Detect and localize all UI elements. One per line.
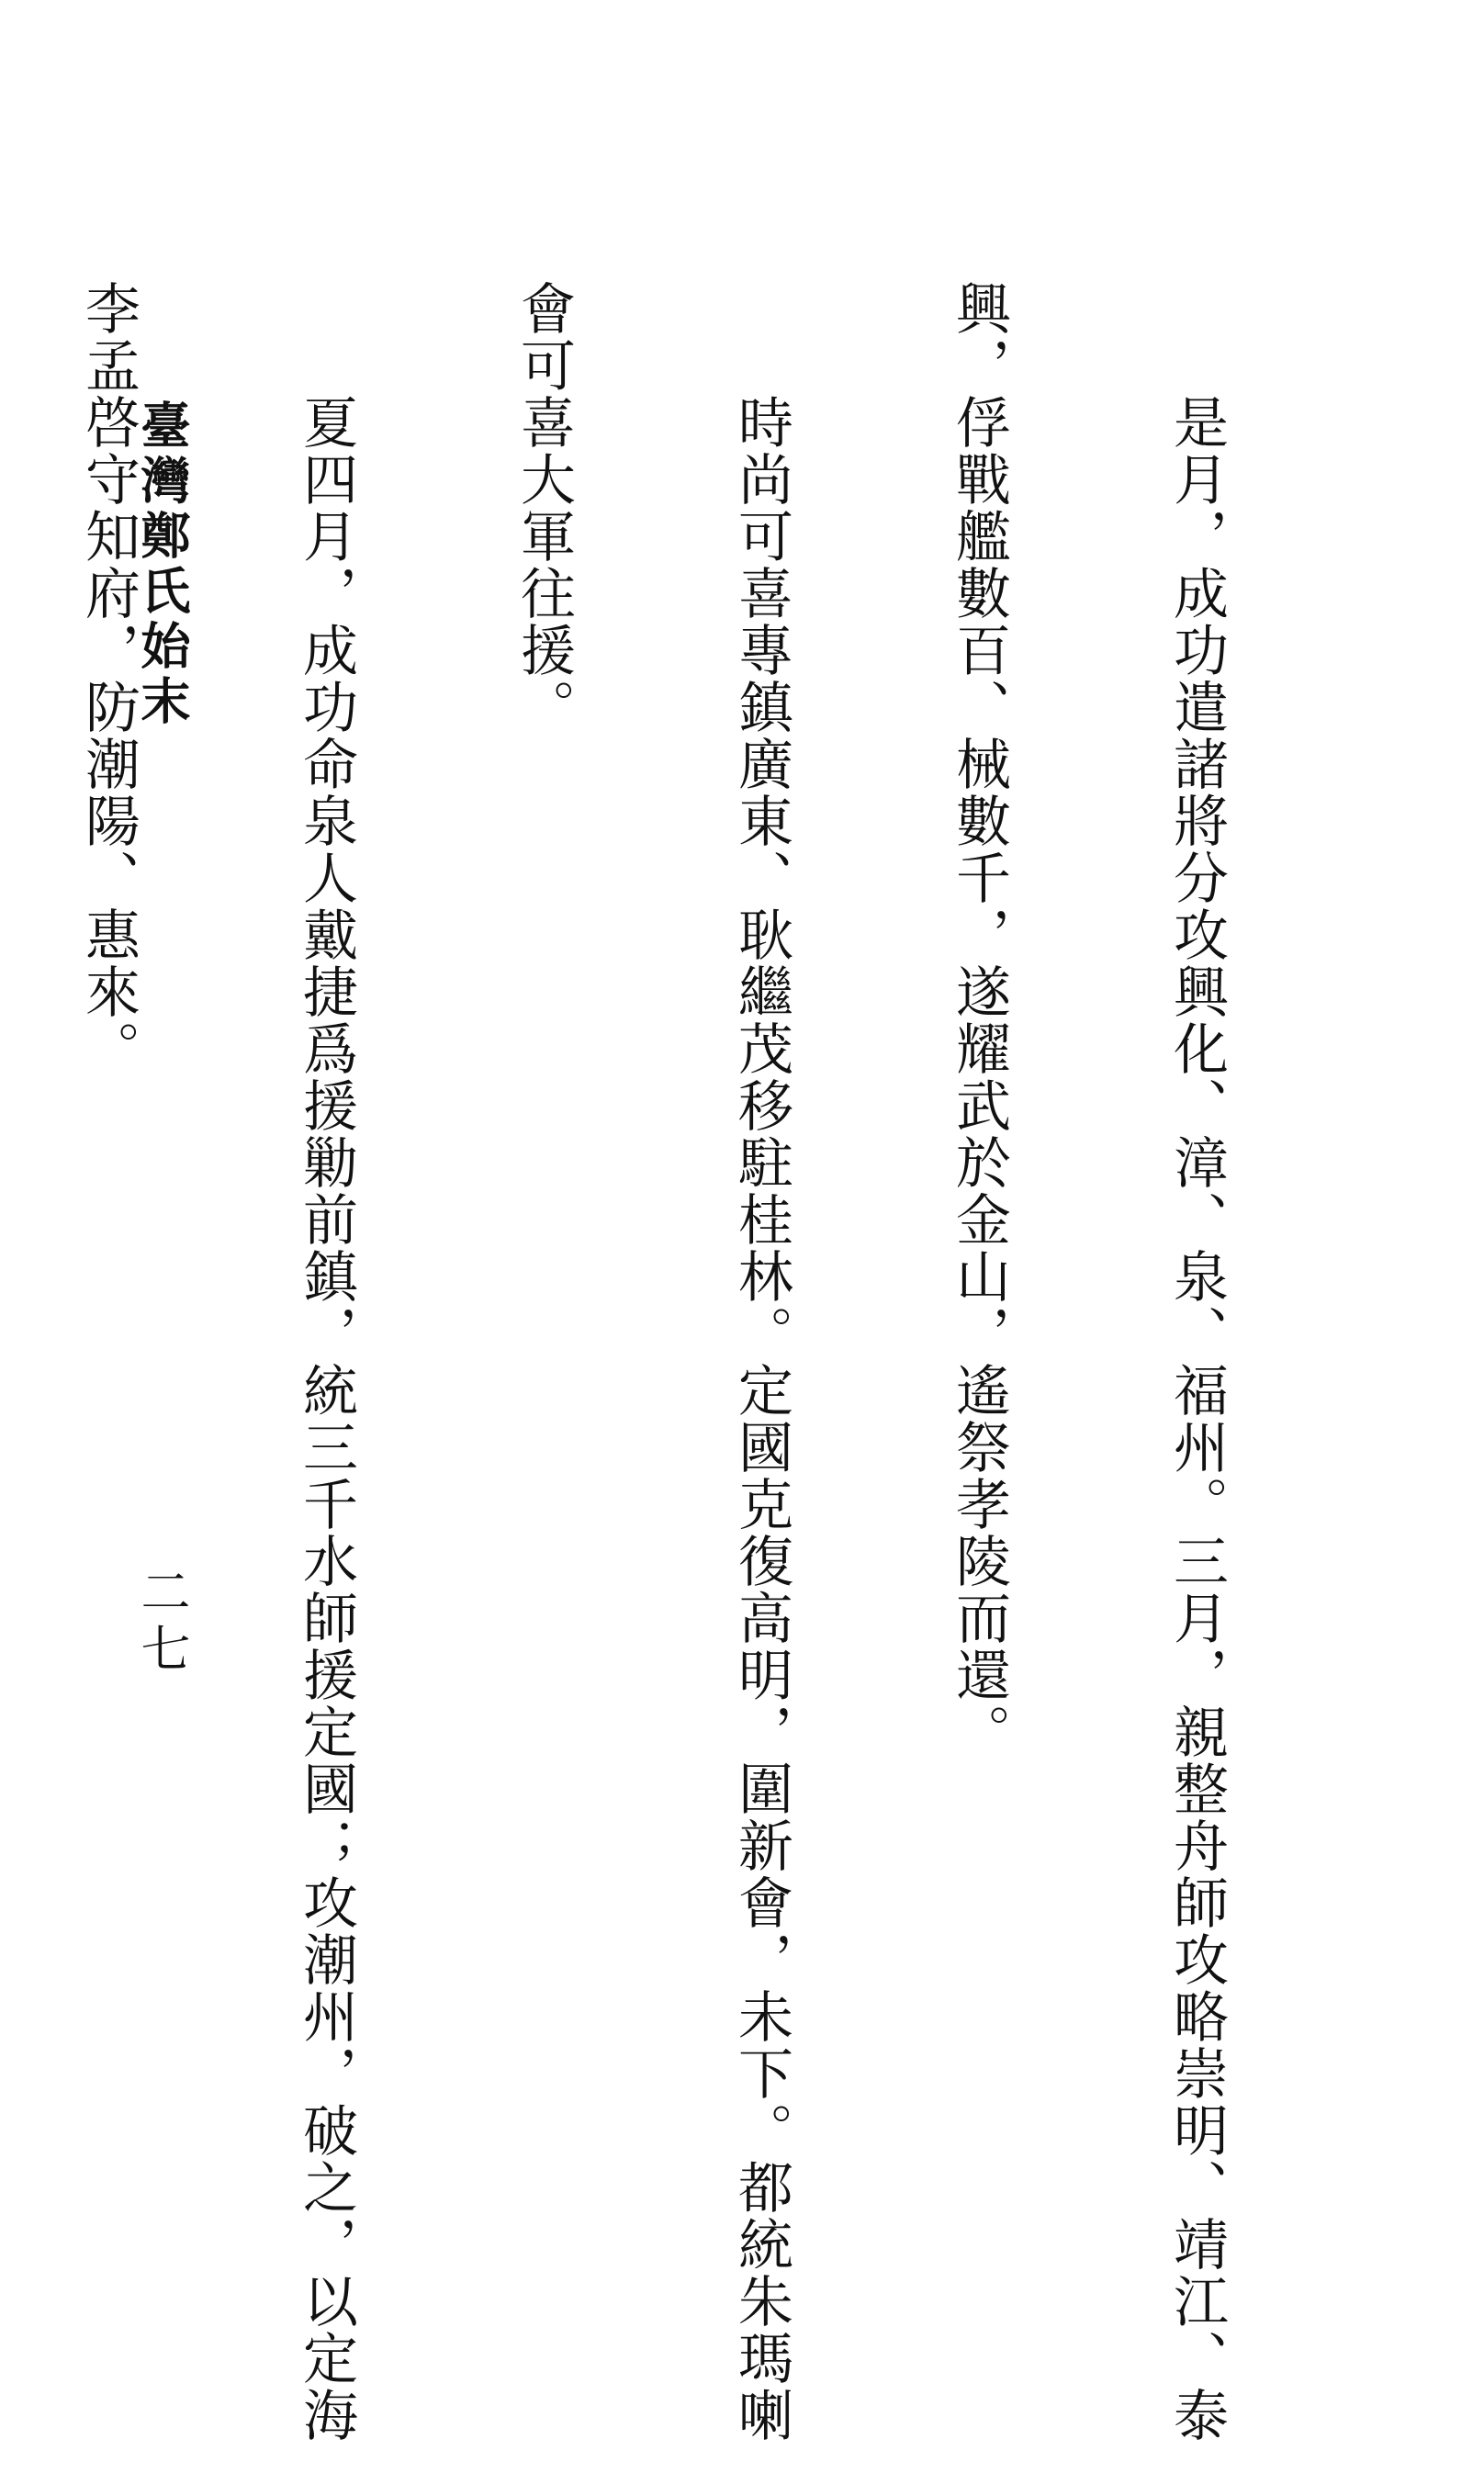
running-title: 臺灣鄭氏始末 (133, 399, 191, 730)
text-column: 李孟啓守知府，防潮陽、惠來。 (76, 280, 141, 1077)
text-column: 會可喜大軍往援。 (512, 280, 576, 736)
text-column: 夏四月，成功命泉人戴捷爲援勦前鎮，統三千水師援定國；攻潮州，破之，以定海 (294, 280, 358, 2444)
text-column: 興，俘戰艦數百、械數千，遂耀武於金山，遙祭孝陵而還。 (947, 280, 1011, 1760)
text-column: 時尚可喜專鎮廣東、耿繼茂移駐桂林。定國克復高明，圍新會，未下。都統朱瑪喇 (729, 280, 793, 2444)
text-column: 是月，成功遣諸將分攻興化、漳、泉、福州。三月，親整舟師攻略崇明、靖江、泰 (1164, 280, 1229, 2444)
page-number: 二七 (133, 1566, 191, 1680)
